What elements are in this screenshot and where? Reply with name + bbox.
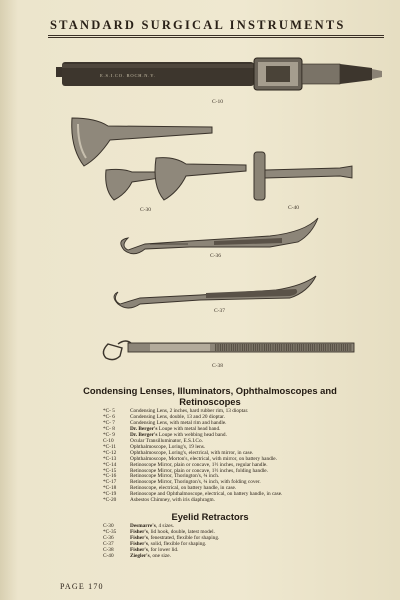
caption-c36: C-36 — [210, 253, 221, 259]
item-description: Retinoscope Mirror, Thorington's, ¾ inch, with folding cover. — [130, 479, 261, 486]
item-description: Ophthalmoscope, Morton's, electrical, with mirror, on battery handle. — [130, 455, 277, 462]
item-code: C-10 — [103, 437, 114, 444]
item-code: *C-15 — [103, 467, 117, 474]
item-code: C-37 — [103, 540, 114, 547]
item-description: , solid, flexible for shaping. — [147, 540, 207, 547]
item-description: , lid hook, double, latest model. — [147, 528, 215, 535]
item-description: Condensing Lens, with metal rim and handle. — [130, 419, 227, 426]
caption-c40: C-40 — [288, 205, 299, 211]
item-description: Condensing Lens, 2 inches, hard rubber rim, 13 dioptar. — [130, 408, 249, 414]
item-name-bold: Fisher's — [130, 528, 148, 535]
page-header: STANDARD SURGICAL INSTRUMENTS — [50, 18, 346, 32]
desmarre-retractor-medium — [155, 158, 246, 200]
item-code: *C- 9 — [103, 431, 115, 438]
item-description: Retinoscope Mirror, plain or concave, 1½ inches, regular handle. — [130, 461, 268, 468]
item-code: *C- 6 — [103, 413, 115, 420]
item-code: C-38 — [103, 546, 114, 553]
fisher-solid-illustration — [114, 276, 316, 308]
caption-c10: C-10 — [212, 99, 223, 105]
item-name-bold: Ziegler's — [130, 552, 150, 559]
item-code: *C-20 — [103, 497, 117, 504]
item-code: *C-19 — [103, 491, 117, 498]
item-description: Retinoscope Mirror, plain or concave, 1½ inches, folding handle. — [130, 467, 268, 474]
item-code: *C-16 — [103, 473, 117, 480]
catalog-list-item — [103, 498, 282, 504]
caption-c38: C-38 — [212, 363, 223, 369]
ziegler-retractor-illustration — [254, 152, 352, 200]
lenses-list — [103, 409, 282, 504]
item-name-bold: Dr. Berger's — [130, 425, 158, 432]
item-description: , one size. — [149, 552, 171, 559]
item-code: *C- 7 — [103, 419, 115, 426]
item-code: C-30 — [103, 523, 114, 529]
item-code: *C- 8 — [103, 425, 115, 432]
retractors-list — [103, 524, 219, 560]
item-name-bold: Fisher's — [130, 540, 148, 547]
item-code: *C- 5 — [103, 408, 115, 414]
item-name-bold: Fisher's — [130, 546, 148, 553]
item-description: Ocular Transilluminator, E.S.I.Co. — [130, 437, 203, 444]
fisher-lower-lid-illustration — [103, 341, 354, 360]
item-description: Asbestos Chimney, with iris diaphragm. — [130, 497, 215, 504]
item-description: , 4 sizes. — [155, 523, 175, 529]
item-description: Condensing Lens, double, 13 and 20 dioptar. — [130, 413, 225, 420]
section-title-lenses: Condensing Lenses, Illuminators, Ophthalmoscopes and Retinoscopes — [83, 385, 337, 407]
item-description: , for lower lid. — [147, 546, 179, 553]
item-code: *C-17 — [103, 479, 117, 486]
item-name-bold: Dr. Berger's — [130, 431, 158, 438]
item-code: *C-12 — [103, 449, 117, 456]
item-description: , fenestrated, flexible for shaping. — [147, 534, 220, 541]
catalog-list-item — [103, 554, 219, 560]
caption-c37: C-37 — [214, 308, 225, 314]
item-description: Ophthalmoscope, Loring's, 19 lens. — [130, 443, 206, 450]
page-number: PAGE 170 — [60, 582, 104, 591]
item-code: C-40 — [103, 552, 114, 559]
item-code: *C-13 — [103, 455, 117, 462]
item-code: *C-11 — [103, 443, 117, 450]
item-description: Retinoscope Mirror, Thorington's, ¾ inch. — [130, 473, 220, 480]
fisher-fenestrated-illustration — [121, 218, 318, 254]
item-description: Retinoscope and Ophthalmoscope, electrical, on battery handle, in case. — [130, 491, 283, 498]
desmarre-retractor-small — [106, 169, 160, 200]
item-code: *C-35 — [103, 528, 117, 535]
item-code: *C-18 — [103, 485, 117, 492]
transilluminator-brand-label: E.S.I.CO. ROCH.N.Y. — [100, 73, 156, 78]
item-description: Loupe with metal head band. — [157, 425, 221, 432]
item-name-bold: Desmarre's — [130, 523, 156, 529]
item-code: *C-14 — [103, 461, 117, 468]
item-description: Loupe with webbing head band. — [157, 431, 227, 438]
desmarre-retractor-large — [72, 118, 212, 166]
item-description: Retinoscope, electrical, on battery handle, in case. — [130, 485, 237, 492]
item-code: C-36 — [103, 534, 114, 541]
section-title-retractors: Eyelid Retractors — [171, 511, 249, 522]
item-description: Ophthalmoscope, Loring's, electrical, with mirror, in case. — [130, 449, 254, 456]
caption-c30: C-30 — [140, 207, 151, 213]
item-name-bold: Fisher's — [130, 534, 148, 541]
